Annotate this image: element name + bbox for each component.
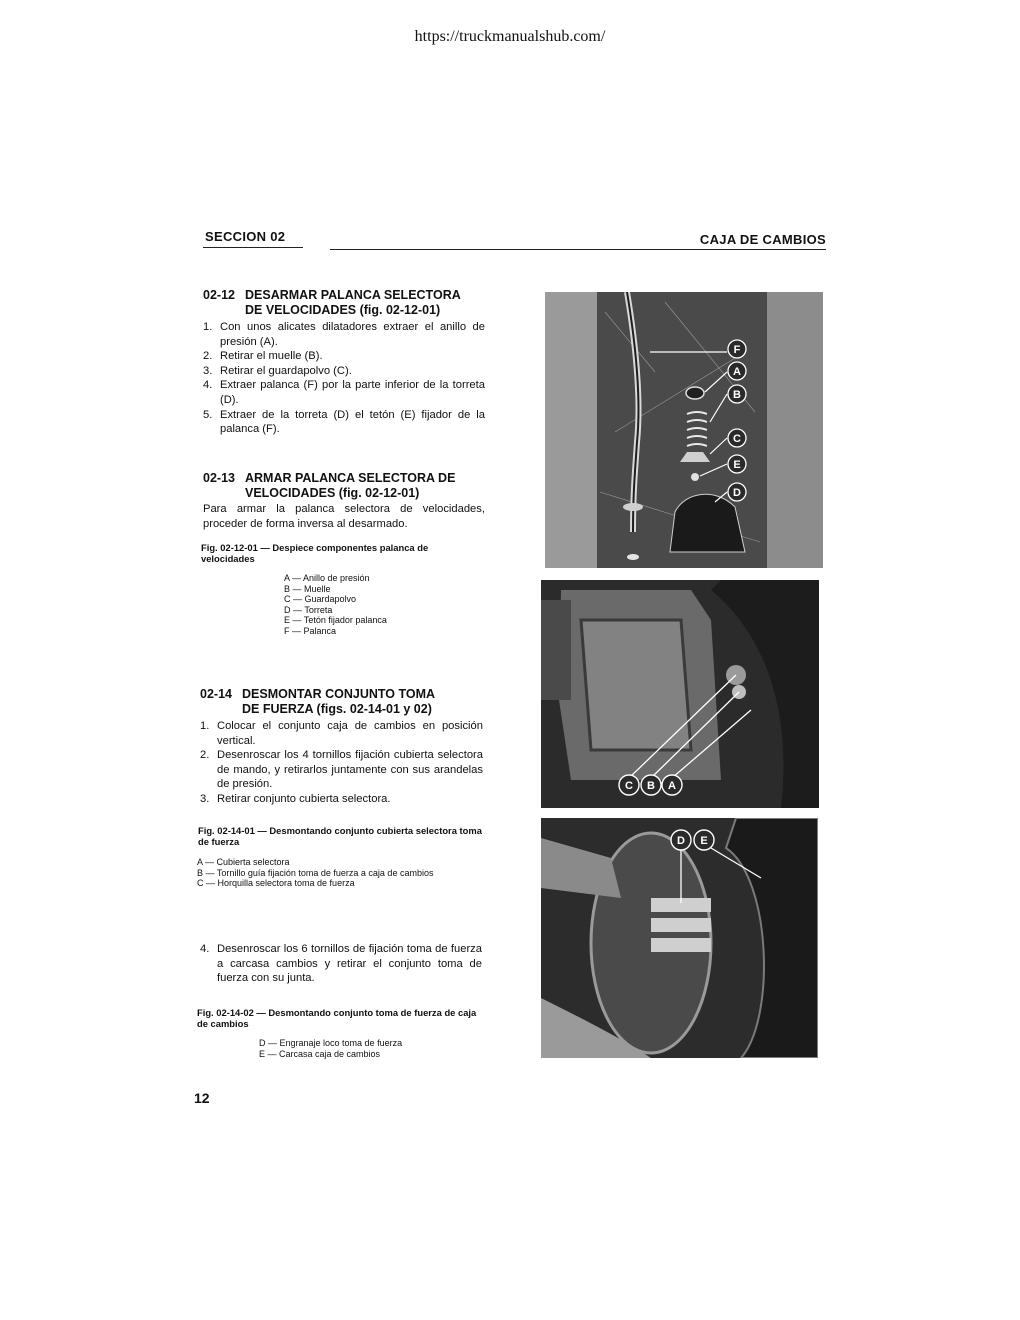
fig-02-12-01-caption: Fig. 02-12-01 — Despiece componentes palanca de velocidades [201, 542, 429, 564]
callout-label: F [733, 344, 741, 356]
fig-02-14-02-caption: Fig. 02-14-02 — Desmontando conjunto toma de fuerza de caja de cambios [197, 1007, 477, 1029]
legend-item: C — Guardapolvo [284, 594, 357, 605]
callout-label: E [700, 835, 708, 847]
callout-label: A [668, 780, 676, 792]
figure-02-12-01-photo [545, 292, 823, 568]
fig-02-14-01-legend [197, 857, 433, 889]
section-02-13-body: Para armar la palanca selectora de velocidades, proceder de forma inversa al desarmado. [203, 503, 485, 530]
list-item: 2. Desenroscar los 4 tornillos fijación cubierta selectora de mando, y retirarlos juntamente con sus arandelas de presión. [200, 749, 483, 791]
selector-cover-illustration [541, 580, 819, 808]
callout-label: D [733, 487, 741, 499]
list-item: 5. Extraer de la torreta (D) el tetón (E) fijador de la palanca (F). [203, 408, 485, 436]
page-number: 12 [194, 1090, 210, 1106]
section-02-12-steps [203, 320, 485, 437]
legend-item: E — Tetón fijador palanca [284, 615, 387, 626]
callout-label: E [733, 459, 741, 471]
source-url[interactable]: https://truckmanualshub.com/ [414, 28, 606, 45]
section-02-13 [203, 471, 485, 532]
section-02-14-step-4 [200, 942, 482, 986]
section-02-12-title: 02-12 DESARMAR PALANCA SELECTORA DE VELOCIDADES (fig. 02-12-01) [203, 288, 461, 317]
legend-item: B — Tornillo guía fijación toma de fuerza a caja de cambios [197, 867, 434, 878]
fig-02-12-01-legend [284, 573, 387, 637]
section-02-14-title: 02-14 DESMONTAR CONJUNTO TOMA DE FUERZA (figs. 02-14-01 y 02) [200, 687, 436, 716]
list-item: 4. Extraer palanca (F) por la parte inferior de la torreta (D). [203, 379, 485, 406]
list-item: 3. Retirar el guardapolvo (C). [203, 364, 352, 377]
callout-label: A [733, 366, 741, 378]
legend-item: D — Torreta [284, 604, 333, 615]
callout-label: D [677, 835, 685, 847]
figure-02-14-01-photo [541, 580, 819, 808]
fig-02-14-01-caption: Fig. 02-14-01 — Desmontando conjunto cubierta selectora toma de fuerza [198, 825, 482, 847]
callout-label: C [733, 433, 741, 445]
list-item: 1. Con unos alicates dilatadores extraer el anillo de presión (A). [203, 321, 485, 348]
header-rule-right [330, 249, 826, 250]
list-item: 1. Colocar el conjunto caja de cambios en posición vertical. [200, 720, 483, 747]
chapter-label: CAJA DE CAMBIOS [699, 232, 826, 247]
legend-item: E — Carcasa caja de cambios [259, 1048, 381, 1059]
callout-label: B [733, 389, 741, 401]
legend-item: F — Palanca [284, 625, 337, 636]
header-rule-left [203, 247, 303, 248]
section-02-13-title: 02-13 ARMAR PALANCA SELECTORA DE VELOCIDADES (fig. 02-12-01) [203, 471, 456, 500]
legend-item: A — Cubierta selectora [197, 857, 290, 867]
legend-item: B — Muelle [284, 583, 331, 594]
legend-item: C — Horquilla selectora toma de fuerza [197, 878, 355, 889]
section-label: SECCION 02 [205, 229, 286, 244]
section-02-14 [200, 687, 483, 807]
callout-label: B [647, 780, 655, 792]
legend-item: D — Engranaje loco toma de fuerza [259, 1038, 403, 1048]
list-item: 3. Retirar conjunto cubierta selectora. [200, 792, 391, 805]
list-item: 2. Retirar el muelle (B). [203, 350, 323, 363]
callout-label: C [625, 780, 633, 792]
fig-02-14-02-legend [259, 1038, 402, 1059]
list-item: 4. Desenroscar los 6 tornillos de fijación toma de fuerza a carcasa cambios y retirar el conjunto toma de fuerza con su junta. [200, 943, 482, 985]
figure-02-14-02-photo [541, 818, 818, 1058]
legend-item: A — Anillo de presión [284, 573, 370, 583]
section-02-14-steps [200, 719, 483, 807]
lever-exploded-illustration [545, 292, 823, 568]
section-02-12 [203, 288, 485, 437]
pto-removal-illustration [541, 818, 818, 1058]
